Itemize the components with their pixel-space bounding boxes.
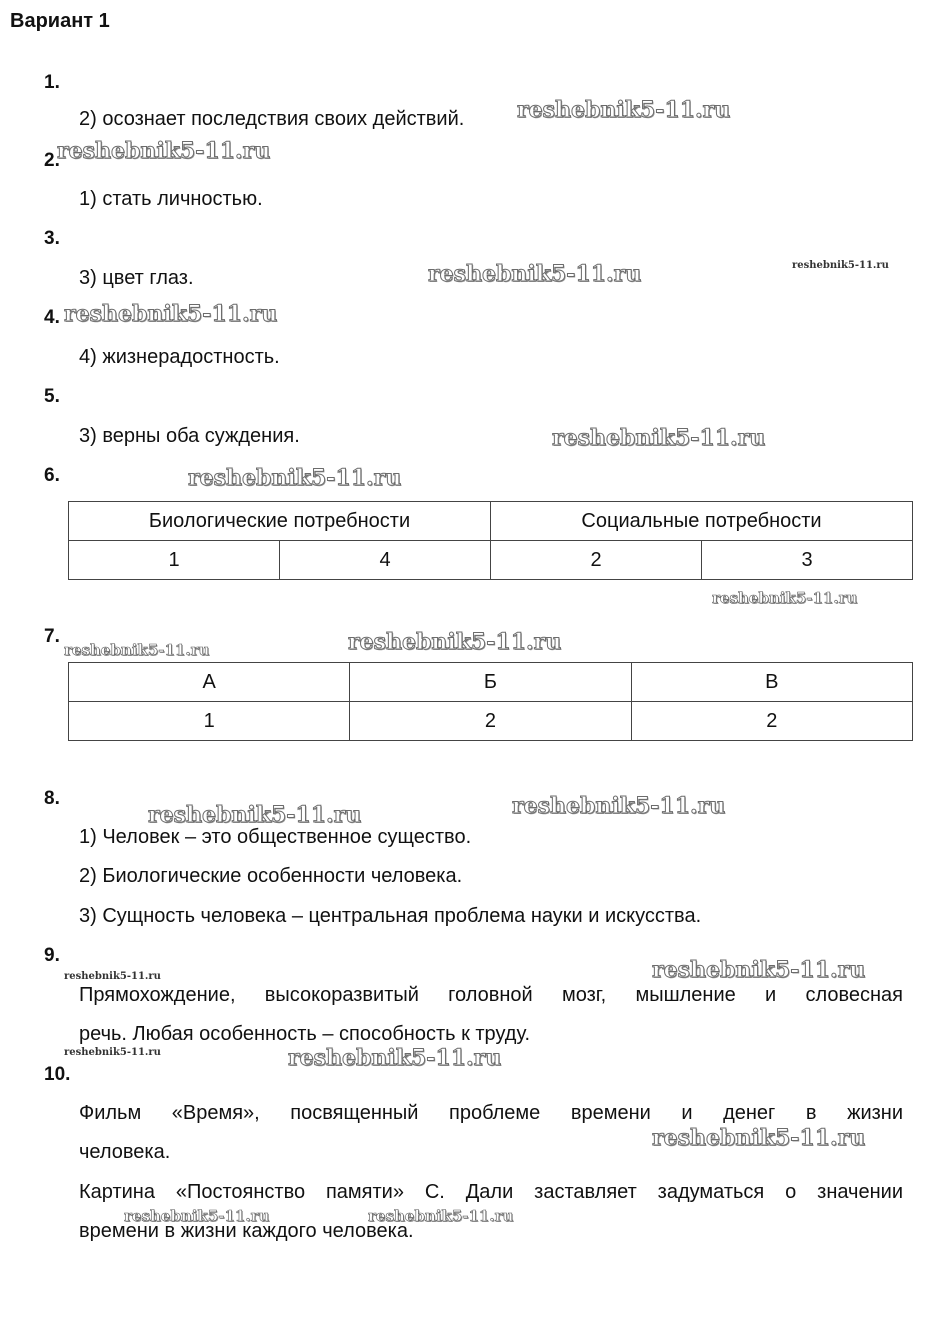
question-number-10: 10.	[44, 1064, 71, 1085]
watermark: reshebnik5-11.ru	[64, 301, 278, 327]
question-number-4: 4.	[44, 307, 60, 328]
page-title: Вариант 1	[10, 10, 110, 32]
question-number-8: 8.	[44, 788, 60, 809]
answer-1: 2) осознает последствия своих действий.	[79, 108, 465, 130]
watermark: reshebnik5-11.ru	[288, 1045, 502, 1071]
table-header-cell: Социальные потребности	[491, 502, 913, 541]
watermark: reshebnik5-11.ru	[124, 1207, 270, 1225]
table-header-row	[69, 663, 913, 702]
watermark: reshebnik5-11.ru	[148, 802, 362, 828]
needs-table	[68, 501, 913, 580]
watermark: reshebnik5-11.ru	[652, 957, 866, 983]
watermark: reshebnik5-11.ru	[368, 1207, 514, 1225]
question-number-2: 2.	[44, 150, 60, 171]
question-number-3: 3.	[44, 228, 60, 249]
answer-8-line: 3) Сущность человека – центральная проблема науки и искусства.	[79, 905, 702, 927]
table-header-cell: А	[69, 663, 350, 702]
watermark: reshebnik5-11.ru	[712, 589, 858, 607]
answer-9-line: речь. Любая особенность – способность к труду.	[79, 1023, 531, 1045]
question-number-6: 6.	[44, 465, 60, 486]
question-number-1: 1.	[44, 72, 60, 93]
answer-10-line: человека.	[79, 1141, 171, 1163]
table-header-cell: В	[631, 663, 912, 702]
table-header-cell: Биологические потребности	[69, 502, 491, 541]
watermark: reshebnik5-11.ru	[428, 261, 642, 287]
table-cell: 2	[491, 541, 702, 580]
answer-8-line: 1) Человек – это общественное существо.	[79, 826, 472, 848]
answer-4: 4) жизнерадостность.	[79, 346, 280, 368]
table-row	[69, 541, 913, 580]
table-cell: 1	[69, 541, 280, 580]
watermark: reshebnik5-11.ru	[792, 260, 889, 271]
answer-8-line: 2) Биологические особенности человека.	[79, 865, 463, 887]
watermark: reshebnik5-11.ru	[64, 1047, 161, 1058]
question-number-9: 9.	[44, 945, 60, 966]
answer-3: 3) цвет глаз.	[79, 267, 194, 289]
table-row	[69, 702, 913, 741]
table-cell: 4	[280, 541, 491, 580]
watermark: reshebnik5-11.ru	[64, 971, 161, 982]
watermark: reshebnik5-11.ru	[348, 629, 562, 655]
watermark: reshebnik5-11.ru	[517, 97, 731, 123]
table-header-row	[69, 502, 913, 541]
question-number-7: 7.	[44, 626, 60, 647]
question-number-5: 5.	[44, 386, 60, 407]
watermark: reshebnik5-11.ru	[188, 465, 402, 491]
answer-10-line: Фильм «Время», посвященный проблеме времени и денег в жизни	[79, 1102, 903, 1124]
watermark: reshebnik5-11.ru	[652, 1125, 866, 1151]
watermark: reshebnik5-11.ru	[64, 641, 210, 659]
table-cell: 2	[631, 702, 912, 741]
table-cell: 3	[702, 541, 913, 580]
watermark: reshebnik5-11.ru	[512, 793, 726, 819]
watermark: reshebnik5-11.ru	[552, 425, 766, 451]
table-cell: 2	[350, 702, 631, 741]
answer-10-line: времени в жизни каждого человека.	[79, 1220, 414, 1242]
answer-5: 3) верны оба суждения.	[79, 425, 300, 447]
answer-10-line: Картина «Постоянство памяти» С. Дали заставляет задуматься о значении	[79, 1181, 903, 1203]
watermark: reshebnik5-11.ru	[57, 138, 271, 164]
matching-table	[68, 662, 913, 741]
answer-9-line: Прямохождение, высокоразвитый головной мозг, мышление и словесная	[79, 984, 903, 1006]
table-header-cell: Б	[350, 663, 631, 702]
table-cell: 1	[69, 702, 350, 741]
answer-2: 1) стать личностью.	[79, 188, 263, 210]
